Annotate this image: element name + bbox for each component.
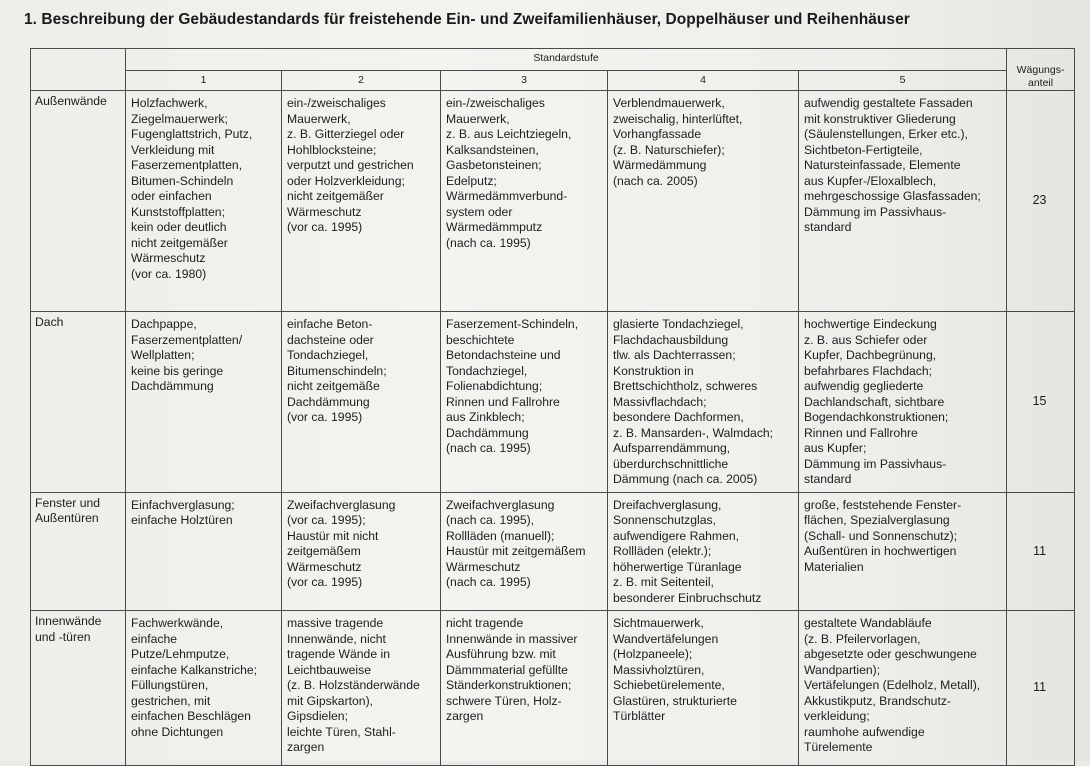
row-label — [31, 312, 126, 493]
building-standards-table — [30, 48, 1075, 766]
table-cell: Dreifachverglasung, Sonnenschutzglas, aufwendigere Rahmen, Rollläden (elektr.); höherwertige Türanlage z. B. mit Seitenteil, besonderer Einbruchschutz — [608, 492, 799, 611]
table-row — [31, 492, 1075, 611]
header-row-levels — [31, 70, 1075, 91]
level-header-5: 5 — [799, 70, 1007, 91]
table-cell: Verblendmauerwerk, zweischalig, hinterlüftet, Vorhangfassade (z. B. Naturschiefer); Wärmedämmung (nach ca. 2005) — [608, 91, 799, 312]
table-cell: nicht tragende Innenwände in massiver Ausführung bzw. mit Dämmmaterial gefüllte Ständerkonstruktionen; schwere Türen, Holz- zargen — [441, 611, 608, 766]
row-label — [31, 91, 126, 312]
table-row — [31, 91, 1075, 312]
table-cell: Dachpappe, Faserzementplatten/ Wellplatten; keine bis geringe Dachdämmung — [126, 312, 282, 493]
level-header-4: 4 — [608, 70, 799, 91]
table-cell: große, feststehende Fenster- flächen, Spezialverglasung (Schall- und Sonnenschutz); Außentüren in hochwertigen Materialien — [799, 492, 1007, 611]
table-cell: ein-/zweischaliges Mauerwerk, z. B. aus Leichtziegeln, Kalksandsteinen, Gasbetonsteinen; Edelputz; Wärmedämmverbund- system oder Wärmedämmputz (nach ca. 1995) — [441, 91, 608, 312]
standard-level-header: Standardstufe — [126, 49, 1007, 71]
table-cell: Holzfachwerk, Ziegelmauerwerk; Fugenglattstrich, Putz, Verkleidung mit Faserzementplatten, Bitumen-Schindeln oder einfachen Kunststoffplatten; kein oder deutlich nicht zeitgemäßer Wärmeschutz (vor ca. 1980) — [126, 91, 282, 312]
header-row-group — [31, 49, 1075, 71]
row-label-text: Außenwände — [35, 94, 107, 108]
table-row — [31, 312, 1075, 493]
weight-header — [1007, 49, 1075, 91]
table-cell: einfache Beton- dachsteine oder Tondachziegel, Bitumenschindeln; nicht zeitgemäße Dachdämmung (vor ca. 1995) — [282, 312, 441, 493]
table-cell: Fachwerkwände, einfache Putze/Lehmputze, einfache Kalkanstriche; Füllungstüren, gestrichen, mit einfachen Beschlägen ohne Dichtungen — [126, 611, 282, 766]
document-title: 1. Beschreibung der Gebäudestandards für freistehende Ein- und Zweifamilienhäuser, Doppelhäuser und Reihenhäuser — [24, 11, 910, 28]
weight-value: 11 — [1007, 611, 1075, 766]
row-label-text: Innenwände und -türen — [35, 614, 102, 644]
table-cell: Sichtmauerwerk, Wandvertäfelungen (Holzpaneele); Massivholztüren, Schiebetürelemente, Glastüren, strukturierte Türblätter — [608, 611, 799, 766]
table-cell: Zweifachverglasung (nach ca. 1995), Rollläden (manuell); Haustür mit zeitgemäßem Wärmeschutz (nach ca. 1995) — [441, 492, 608, 611]
table-cell: glasierte Tondachziegel, Flachdachausbildung tlw. als Dachterrassen; Konstruktion in Brettschichtholz, schweres Massivflachdach; besondere Dachformen, z. B. Mansarden-, Walmdach; Aufsparrendämmung, überdurchschnittliche Dämmung (nach ca. 2005) — [608, 312, 799, 493]
table-cell: hochwertige Eindeckung z. B. aus Schiefer oder Kupfer, Dachbegrünung, befahrbares Flachdach; aufwendig gegliederte Dachlandschaft, sichtbare Bogendachkonstruktionen; Rinnen und Fallrohre aus Kupfer; Dämmung im Passivhaus- standard — [799, 312, 1007, 493]
weight-header-label: Wägungs- anteil — [1016, 64, 1065, 89]
table-cell: Faserzement-Schindeln, beschichtete Betondachsteine und Tondachziegel, Folienabdichtung; Rinnen und Fallrohre aus Zinkblech; Dachdämmung (nach ca. 1995) — [441, 312, 608, 493]
level-header-1: 1 — [126, 70, 282, 91]
table-cell: massive tragende Innenwände, nicht tragende Wände in Leichtbauweise (z. B. Holzständerwände mit Gipskarton), Gipsdielen; leichte Türen, Stahl- zargen — [282, 611, 441, 766]
row-label — [31, 611, 126, 766]
table-cell: Einfachverglasung; einfache Holztüren — [126, 492, 282, 611]
weight-value: 15 — [1007, 312, 1075, 493]
row-label-text: Fenster und Außentüren — [35, 495, 101, 525]
row-label — [31, 492, 126, 611]
header-empty-cell — [31, 49, 126, 91]
table-cell: ein-/zweischaliges Mauerwerk, z. B. Gitterziegel oder Hohlblocksteine; verputzt und gestrichen oder Holzverkleidung; nicht zeitgemäßer Wärmeschutz (vor ca. 1995) — [282, 91, 441, 312]
level-header-3: 3 — [441, 70, 608, 91]
table-cell: Zweifachverglasung (vor ca. 1995); Haustür mit nicht zeitgemäßem Wärmeschutz (vor ca. 1995) — [282, 492, 441, 611]
weight-value: 23 — [1007, 91, 1075, 312]
row-label-text: Dach — [35, 315, 64, 329]
table-row — [31, 611, 1075, 766]
table-cell: gestaltete Wandabläufe (z. B. Pfeilervorlagen, abgesetzte oder geschwungene Wandpartien); Vertäfelungen (Edelholz, Metall), Akkustikputz, Brandschutz- verkleidung; raumhohe aufwendige Türelemente — [799, 611, 1007, 766]
table-cell: aufwendig gestaltete Fassaden mit konstruktiver Gliederung (Säulenstellungen, Erker etc.), Sichtbeton-Fertigteile, Natursteinfassade, Elemente aus Kupfer-/Eloxalblech, mehrgeschossige Glasfassaden; Dämmung im Passivhaus- standard — [799, 91, 1007, 312]
weight-value: 11 — [1007, 492, 1075, 611]
level-header-2: 2 — [282, 70, 441, 91]
